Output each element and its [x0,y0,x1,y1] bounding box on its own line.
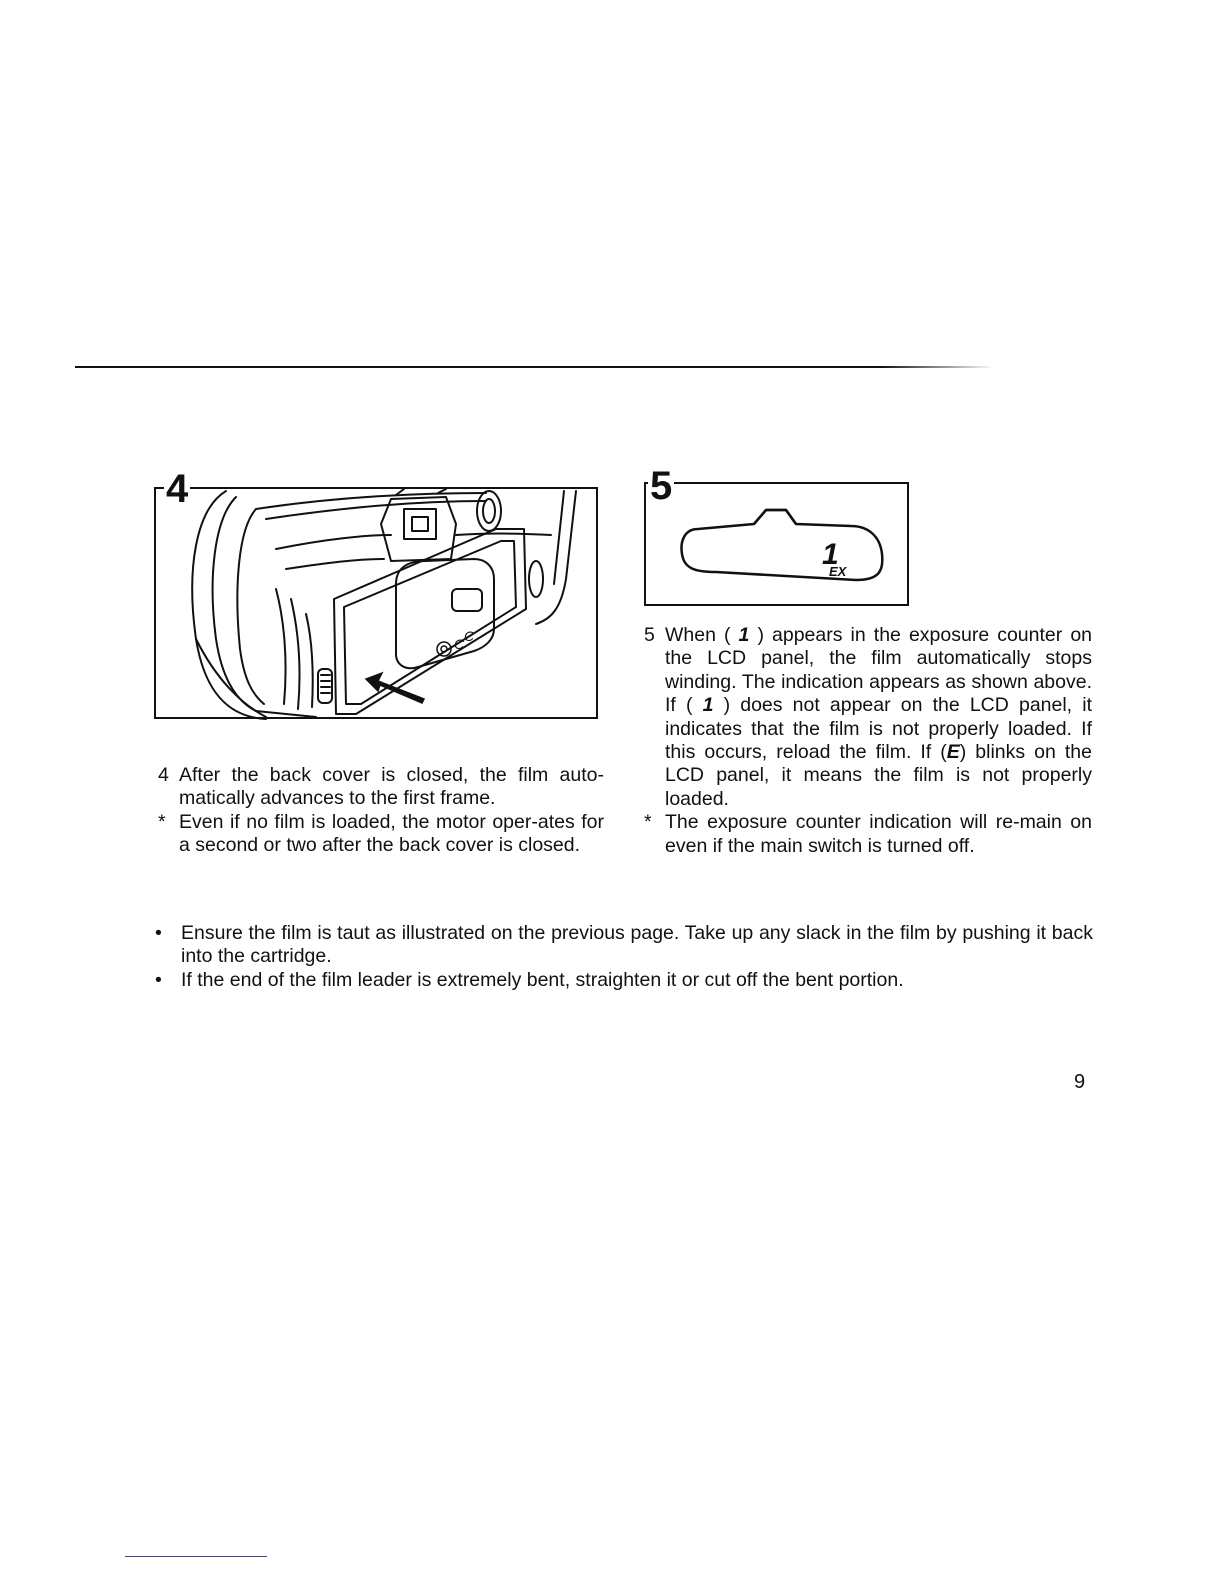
step-5-note-marker: * [644,811,652,834]
camera-back-illustration [156,489,600,721]
step-4-note [158,811,604,858]
bullet-text: Ensure the film is taut as illustrated on the previous page. Take up any slack in the film by pushing it back into the cartridge. [181,922,1093,968]
footer-rule [125,1556,267,1557]
figure-4-camera-back [154,467,598,719]
bullet-marker: • [155,922,162,944]
header-rule [75,366,990,368]
figure-4-number: 4 [166,467,189,511]
figure-5-lcd-panel [644,464,909,606]
lcd-outline [682,510,883,580]
step-5-text-block [644,624,1092,858]
cc-mark-label: C [454,636,465,652]
step-5-text [665,624,1092,811]
step-5-text-part-3: ) does not appear on the LCD panel, it indicates that the film is not properly loaded. If this occurs, reload the film. If ( [665,694,1092,764]
lcd-counter-unit: EX [829,564,847,579]
page-number: 9 [1074,1071,1086,1093]
step-5-item [644,624,1092,811]
bullet-marker: • [155,968,162,991]
error-symbol: E [946,741,960,764]
step-5-note-text: The exposure counter indication will re-main on even if the main switch is turned off. [665,811,1092,857]
step-5-text-part-2: ) appears in the exposure counter on the LCD panel, the film automatically stops winding. The indication appears as shown above. If ( [665,624,1093,717]
counter-symbol-1: 1 [730,624,758,646]
step-5-number: 5 [644,624,655,646]
cc-mark-label-2: C [464,628,475,644]
step-4-number: 4 [158,764,169,786]
figure-5-number: 5 [650,464,673,508]
step-4-text-block [158,764,604,858]
step-4-note-marker: * [158,810,166,833]
bullet-text: If the end of the film leader is extremely bent, straighten it or cut off the bent portion. [181,968,904,991]
step-5-text-part-1: When ( [665,624,731,646]
bullet-item [155,969,1093,992]
counter-symbol-2: 1 [692,694,724,717]
header-rule-fade [880,366,995,368]
step-4-note-text: Even if no film is loaded, the motor oper-ates for a second or two after the back cover is closed. [179,810,604,857]
step-5-note [644,811,1092,858]
lcd-counter-value: 1 [822,538,839,571]
bullet-list [155,922,1093,992]
step-4-item [158,764,604,811]
step-5-text-part-4: ) blinks on the LCD panel, it means the film is not properly loaded. [665,741,1092,810]
lcd-panel-illustration [646,484,911,608]
bullet-item [155,922,1093,969]
step-4-text: After the back cover is closed, the film auto-matically advances to the first frame. [179,764,604,810]
